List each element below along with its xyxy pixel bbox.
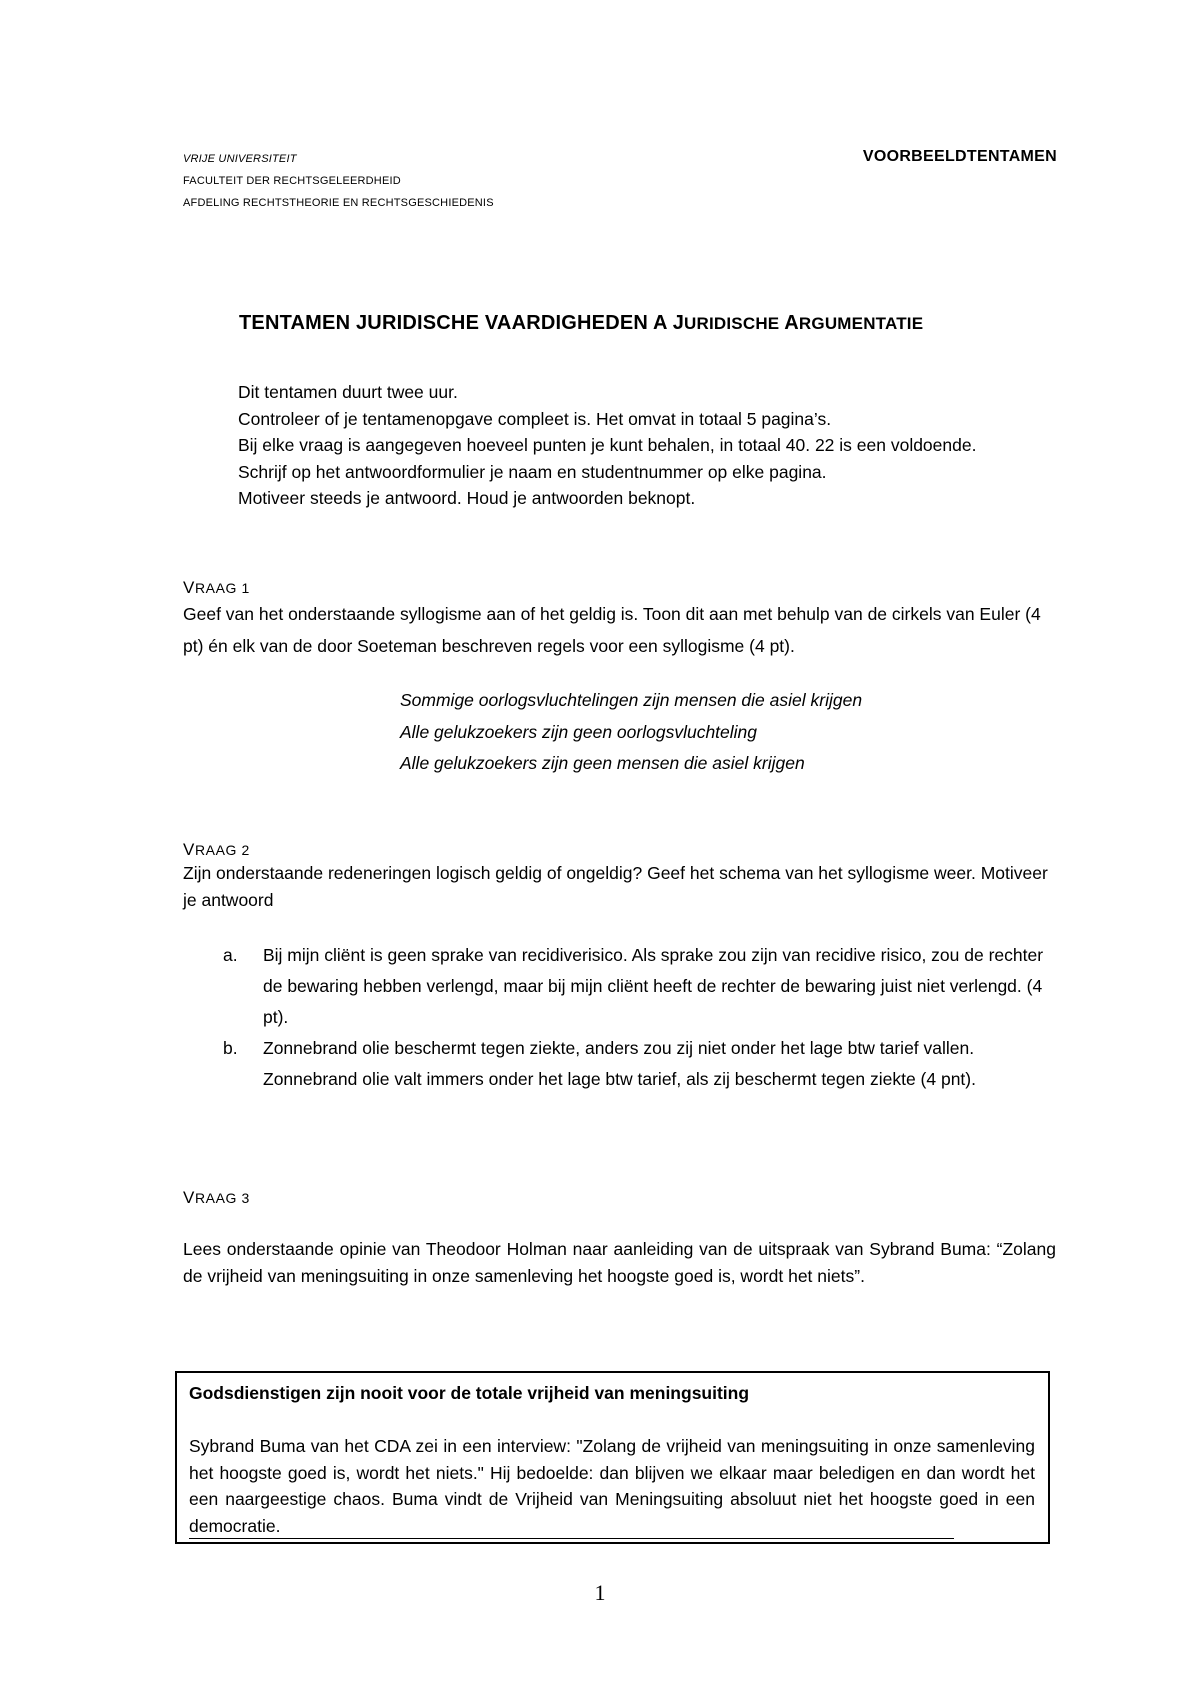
list-item xyxy=(223,1033,1056,1095)
document-type: VOORBEELDTENTAMEN xyxy=(862,148,1057,165)
opinion-underline xyxy=(189,1538,954,1539)
instruction-name: Schrijf op het antwoordformulier je naam en studentnummer op elke pagina. xyxy=(238,461,827,482)
university-name: VRIJE UNIVERSITEIT xyxy=(183,153,297,165)
syllogism-conclusion: Alle gelukzoekers zijn geen mensen die asiel krijgen xyxy=(400,753,805,773)
question-1-text: Geef van het onderstaande syllogisme aan of het geldig is. Toon dit aan met behulp van de cirkels van Euler (4 pt) én elk van de door Soeteman beschreven regels voor een syllogisme (4 pt). xyxy=(183,604,1041,656)
opinion-title: Godsdienstigen zijn nooit voor de totale vrijheid van meningsuiting xyxy=(189,1383,750,1403)
list-marker: b. xyxy=(223,1038,238,1058)
instruction-check-pages: Controleer of je tentamenopgave compleet is. Het omvat in totaal 5 pagina’s. xyxy=(238,408,832,429)
question-2-text: Zijn onderstaande redeneringen logisch geldig of ongeldig? Geef het schema van het syllogisme weer. Motiveer je antwoord xyxy=(183,863,1048,910)
list-item xyxy=(223,940,1056,1033)
instruction-points: Bij elke vraag is aangegeven hoeveel punten je kunt behalen, in totaal 40. 22 is een voldoende. xyxy=(238,435,977,455)
page-number: 1 xyxy=(594,1580,606,1605)
title-part-5: RGUMENTATIE xyxy=(798,314,924,333)
question-2-list xyxy=(223,940,1056,1095)
instruction-duration: Dit tentamen duurt twee uur. xyxy=(238,382,458,402)
question-2-label: VRAAG 2 xyxy=(183,840,250,859)
title-part-4: A xyxy=(784,312,799,334)
syllogism-premise-1: Sommige oorlogsvluchtelingen zijn mensen die asiel krijgen xyxy=(400,690,863,710)
title-part-2: A J xyxy=(653,312,685,334)
opinion-text: Sybrand Buma van het CDA zei in een interview: "Zolang de vrijheid van meningsuiting in onze samenleving het hoogste goed is, wordt het niets." Hij bedoelde: dan blijven we elkaar maar beledigen en dan wordt het een naargeestige chaos. Buma vindt de Vrijheid van Meningsuiting absoluut niet het hoogste goed in een democratie. xyxy=(189,1436,1035,1536)
question-3-text: Lees onderstaande opinie van Theodoor Holman naar aanleiding van de uitspraak van Sybrand Buma: “Zolang de vrijheid van meningsuiting in onze samenleving het hoogste goed is, wordt het niets”. xyxy=(183,1239,1056,1286)
list-marker: a. xyxy=(223,945,238,965)
syllogism-premise-2: Alle gelukzoekers zijn geen oorlogsvluchteling xyxy=(400,721,758,742)
faculty-name: FACULTEIT DER RECHTSGELEERDHEID xyxy=(183,175,401,187)
question-3-label: VRAAG 3 xyxy=(183,1188,250,1207)
question-1-label: VRAAG 1 xyxy=(183,578,250,597)
list-item-text: Zonnebrand olie beschermt tegen ziekte, anders zou zij niet onder het lage btw tarief vallen. Zonnebrand olie valt immers onder het lage btw tarief, als zij beschermt tegen ziekte (4 pnt). xyxy=(263,1038,976,1089)
department-name: AFDELING RECHTSTHEORIE EN RECHTSGESCHIEDENIS xyxy=(183,197,494,209)
instruction-motivate: Motiveer steeds je antwoord. Houd je antwoorden beknopt. xyxy=(238,488,696,508)
title-part-3: URIDISCHE xyxy=(684,314,785,333)
syllogism xyxy=(400,685,862,780)
exam-instructions xyxy=(238,379,1056,512)
exam-title xyxy=(239,312,923,335)
title-part-1: TENTAMEN JURIDISCHE VAARDIGHEDEN xyxy=(239,312,654,334)
opinion-box xyxy=(175,1371,1050,1544)
list-item-text: Bij mijn cliënt is geen sprake van recidiverisico. Als sprake zou zijn van recidive risico, zou de rechter de bewaring hebben verlengd, maar bij mijn cliënt heeft de rechter de bewaring juist niet verlengd. (4 pt). xyxy=(263,945,1044,1027)
institution-header xyxy=(183,148,603,214)
